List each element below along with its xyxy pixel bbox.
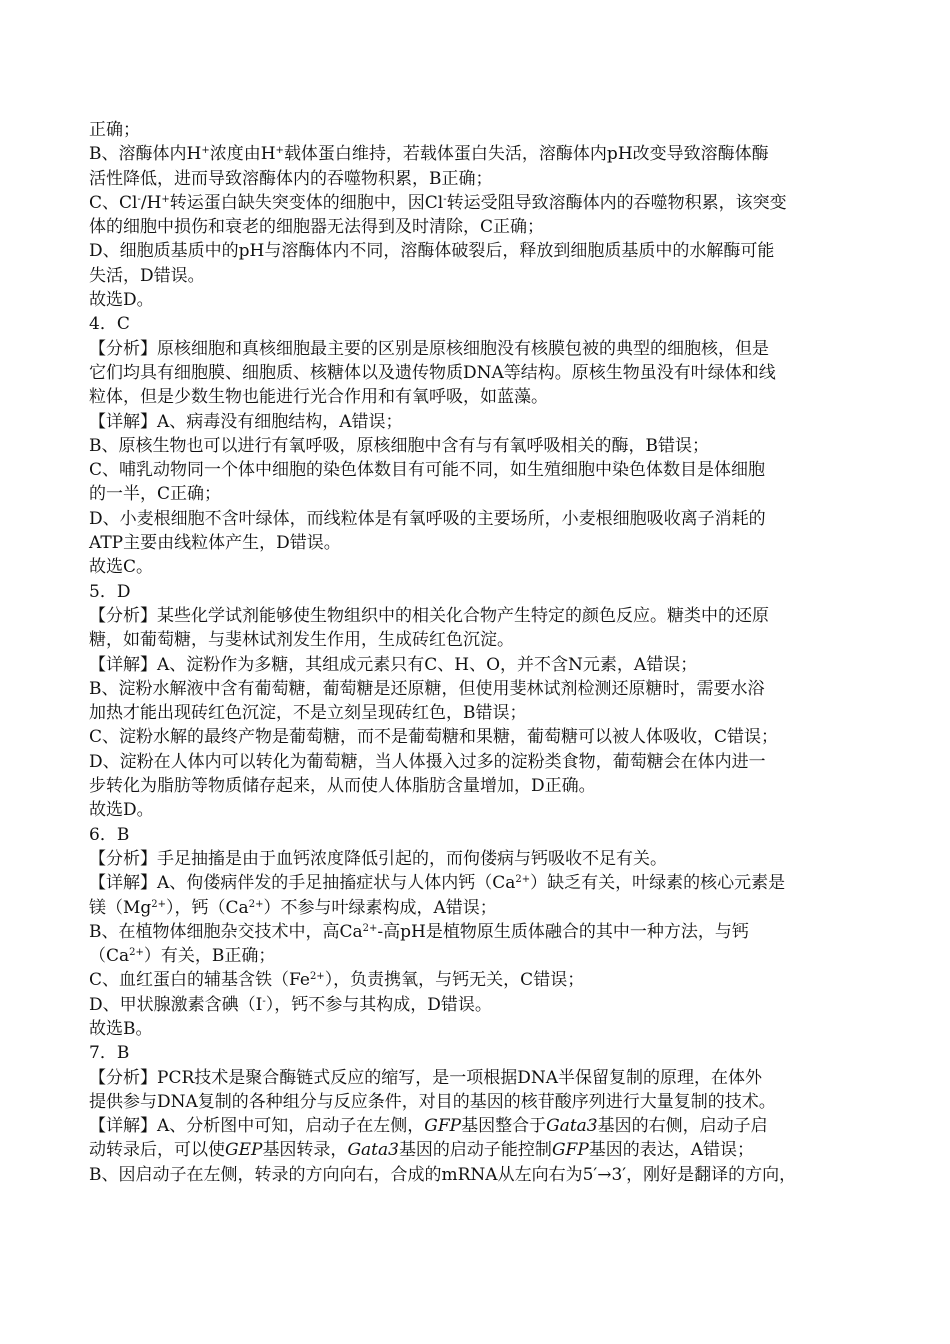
explanation-line: 【详解】A、分析图中可知，启动子在左侧，GFP基因整合于Gata3基因的右侧，启动子启 xyxy=(89,1116,768,1137)
document-page xyxy=(89,118,879,1187)
text-line: 它们均具有细胞膜、细胞质、核糖体以及遗传物质DNA等结构。原核生物虽没有叶绿体和线 xyxy=(89,362,776,383)
text-line: B、因启动子在左侧，转录的方向向右，合成的mRNA从左向右为5′→3′，刚好是翻译的方向， xyxy=(89,1164,797,1185)
text-line: 活性降低，进而导致溶酶体内的吞噬物积累，B正确； xyxy=(89,168,493,189)
conclusion-line: 故选D。 xyxy=(89,290,154,311)
analysis-line: 【分析】PCR技术是聚合酶链式反应的缩写，是一项根据DNA半保留复制的原理，在体外 xyxy=(89,1067,763,1088)
text-line: C、哺乳动物同一个体中细胞的染色体数目有可能不同，如生殖细胞中染色体数目是体细胞 xyxy=(89,460,766,481)
text-line: D、小麦根细胞不含叶绿体，而线粒体是有氧呼吸的主要场所，小麦根细胞吸收离子消耗的 xyxy=(89,508,766,529)
analysis-line: 【分析】手足抽搐是由于血钙浓度降低引起的，而佝偻病与钙吸收不足有关。 xyxy=(89,848,667,869)
analysis-line: 【分析】原核细胞和真核细胞最主要的区别是原核细胞没有核膜包被的典型的细胞核，但是 xyxy=(89,338,769,359)
text-line: D、淀粉在人体内可以转化为葡萄糖，当人体摄入过多的淀粉类食物，葡萄糖会在体内进一 xyxy=(89,751,766,772)
text-line: 镁$(Mg^{2+})$，钙$(Ca^{2+})$不参与叶绿素构成，A错误； xyxy=(89,897,497,918)
text-line: $(Ca^{2+})$有关，B正确； xyxy=(89,946,276,967)
text-line: 的一半，C正确； xyxy=(89,484,222,505)
text-line: 步转化为脂肪等物质储存起来，从而使人体脂肪含量增加，D正确。 xyxy=(89,776,596,797)
conclusion-line: 故选C。 xyxy=(89,557,154,578)
text-line: B、溶酶体内H+浓度由H+载体蛋白维持，若载体蛋白失活，溶酶体内pH改变导致溶酶体酶 xyxy=(89,144,769,165)
text-line: C、淀粉水解的最终产物是葡萄糖，而不是葡萄糖和果糖，葡萄糖可以被人体吸收，C错误； xyxy=(89,727,779,748)
text-line: ATP主要由线粒体产生，D错误。 xyxy=(89,533,341,554)
text-line: D、细胞质基质中的pH与溶酶体内不同，溶酶体破裂后，释放到细胞质基质中的水解酶可能 xyxy=(89,241,775,262)
text-line: 提供参与DNA复制的各种组分与反应条件，对目的基因的核苷酸序列进行大量复制的技术。 xyxy=(89,1091,776,1112)
text-line: B、淀粉水解液中含有葡萄糖，葡萄糖是还原糖，但使用斐林试剂检测还原糖时，需要水浴 xyxy=(89,678,765,699)
explanation-line: 【详解】A、佝偻病伴发的手足抽搐症状与人体内钙$(Ca^{2+})$缺乏有关，叶绿素的核心元素是 xyxy=(89,873,786,894)
text-line: B、在植物体细胞杂交技术中，高$Ca^{2+}-$高pH是植物原生质体融合的其中一种方法，与钙 xyxy=(89,921,749,942)
text-line: D、甲状腺激素含碘（I-），钙不参与其构成，D错误。 xyxy=(89,994,492,1015)
question-answer-heading: 6．B xyxy=(89,824,130,845)
explanation-line: 【详解】A、病毒没有细胞结构，A错误； xyxy=(89,411,403,432)
text-line: 动转录后，可以使GEP基因转录，Gata3基因的启动子能控制GFP基因的表达，A错误； xyxy=(89,1140,755,1161)
text-line: C、血红蛋白的辅基含铁$(Fe^{2+})$，负责携氧，与钙无关，C错误； xyxy=(89,970,585,991)
text-line: C、Cl-/H+转运蛋白缺失突变体的细胞中，因Cl-转运受阻导致溶酶体内的吞噬物积累，该突变 xyxy=(89,192,787,213)
text-line: 糖，如葡萄糖，与斐林试剂发生作用，生成砖红色沉淀。 xyxy=(89,630,514,651)
text-line: B、原核生物也可以进行有氧呼吸，原核细胞中含有与有氧呼吸相关的酶，B错误； xyxy=(89,435,709,456)
question-answer-heading: 5．D xyxy=(89,581,131,602)
text-line: 正确； xyxy=(89,120,140,140)
text-line: 加热才能出现砖红色沉淀，不是立刻呈现砖红色，B错误； xyxy=(89,703,527,724)
question-answer-heading: 4．C xyxy=(89,314,130,335)
question-answer-heading: 7．B xyxy=(89,1043,130,1064)
conclusion-line: 故选B。 xyxy=(89,1018,153,1039)
text-line: 失活，D错误。 xyxy=(89,265,205,286)
text-line: 体的细胞中损伤和衰老的细胞器无法得到及时清除，C正确； xyxy=(89,217,545,238)
conclusion-line: 故选D。 xyxy=(89,800,154,821)
explanation-line: 【详解】A、淀粉作为多糖，其组成元素只有C、H、O，并不含N元素，A错误； xyxy=(89,654,698,675)
text-line: 粒体，但是少数生物也能进行光合作用和有氧呼吸，如蓝藻。 xyxy=(89,387,548,408)
analysis-line: 【分析】某些化学试剂能够使生物组织中的相关化合物产生特定的颜色反应。糖类中的还原 xyxy=(89,605,769,626)
